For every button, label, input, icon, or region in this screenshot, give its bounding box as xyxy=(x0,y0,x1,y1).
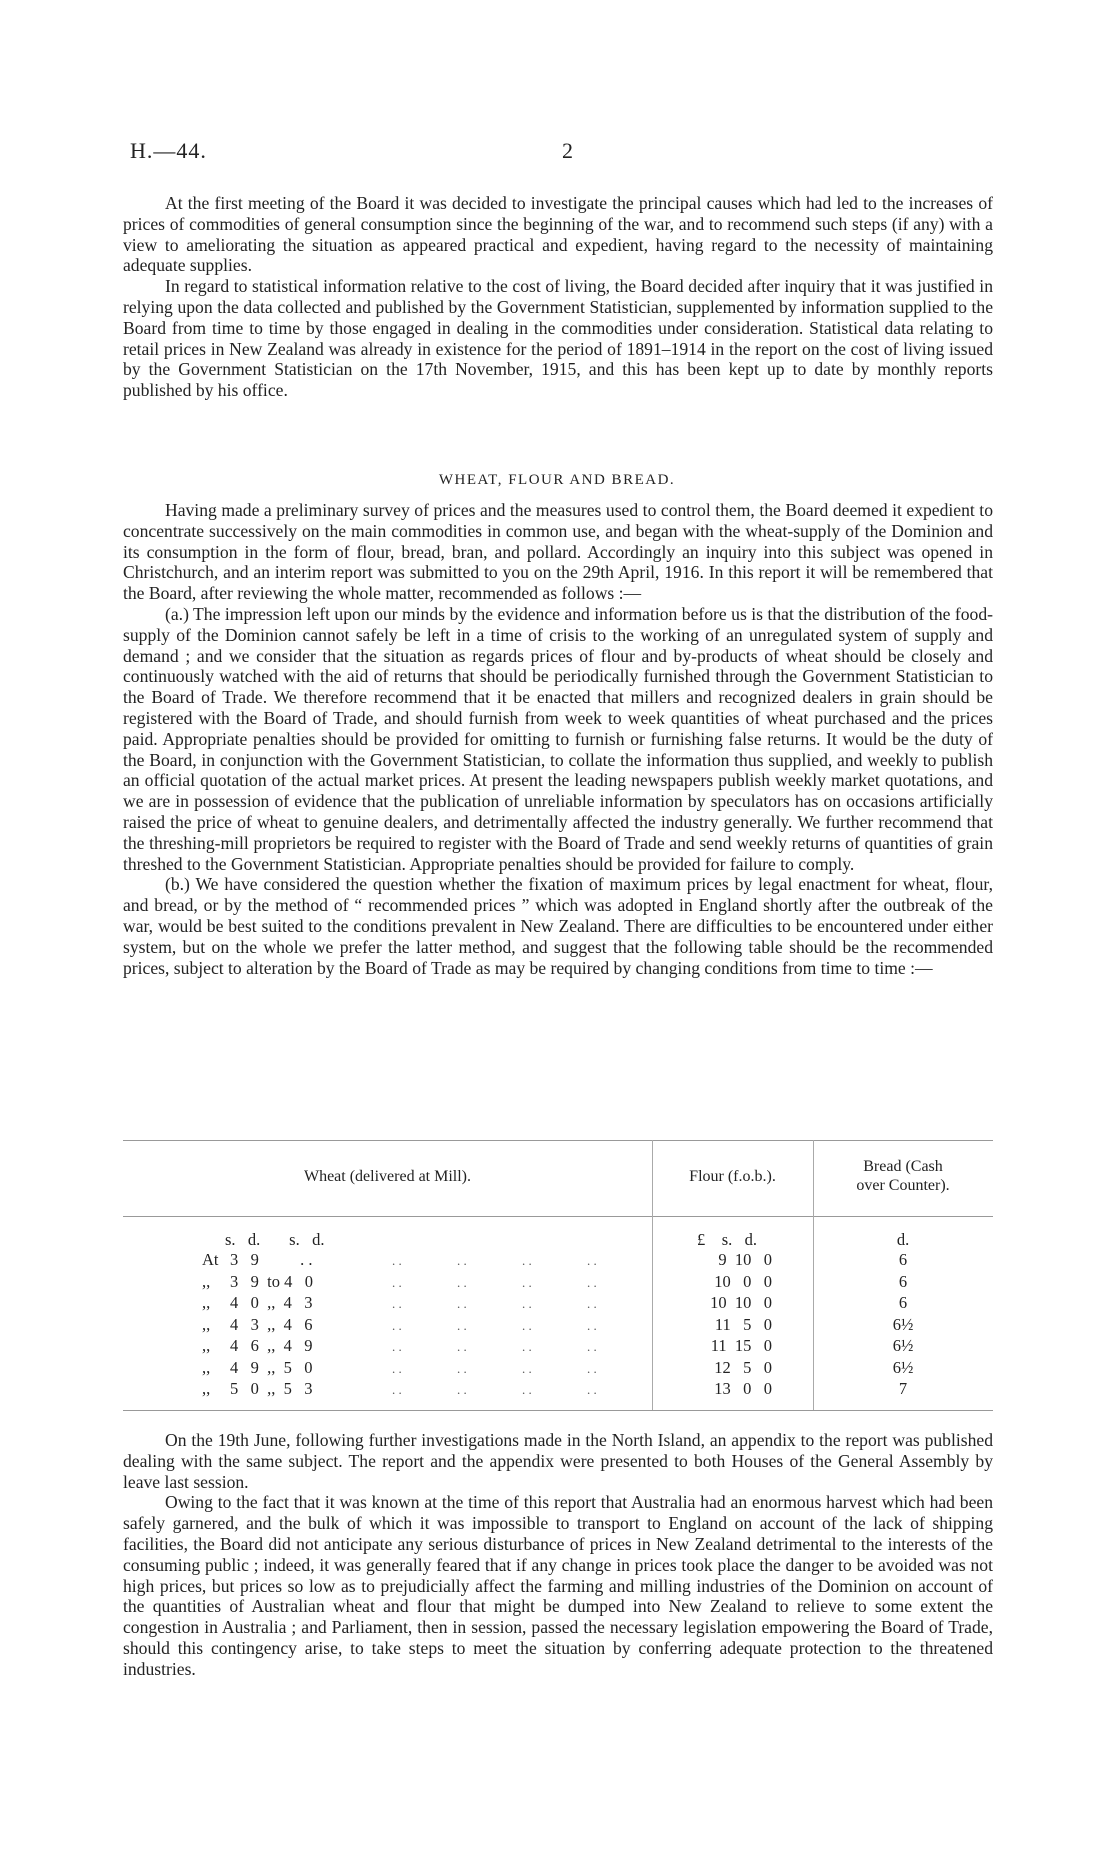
flour-price: 11 15 0 xyxy=(710,1336,772,1355)
row-prefix: ,, xyxy=(202,1271,211,1291)
wheat-price-range: 3 9 to 4 0 xyxy=(230,1271,313,1291)
flour-price: 9 10 0 xyxy=(718,1250,772,1269)
document-reference: H.—44. xyxy=(130,138,207,163)
flour-price: 10 10 0 xyxy=(710,1293,772,1312)
wheat-price-range: 4 0 ,, 4 3 xyxy=(230,1293,313,1312)
row-prefix: ,, xyxy=(202,1336,211,1355)
paragraph: At the first meeting of the Board it was decided to investigate the principal causes which had led to the increases of prices of commodities of general consumption since the beginning of the war, and to recommend such steps (if any) with a view to ameliorating the situation as appeared practical and expedient, having regard to the necessity of maintaining adequate supplies. xyxy=(123,193,993,276)
table-bottom-rule xyxy=(123,1410,993,1411)
leader-dots: . . . . . . . . xyxy=(392,1296,597,1311)
wheat-price-range: 4 9 ,, 5 0 xyxy=(230,1357,313,1377)
table-header-rule xyxy=(123,1216,993,1217)
bread-column-header xyxy=(813,1157,993,1195)
bread-price: 6 xyxy=(898,1271,908,1291)
paragraph: Having made a preliminary survey of prices and the measures used to control them, the Board deemed it expedient to concentrate successively on the main commodities in common use, and began with the wheat-supply of the Dominion and its consumption in the form of flour, bread, bran, and pollard. Accordingly an inquiry into this subject was opened in Christchurch, and an interim report was submitted to you on the 29th April, 1916. In this report it will be remembered that the Board, after reviewing the whole matter, recommended as follows :— xyxy=(123,500,993,604)
page-number: 2 xyxy=(562,138,573,163)
wheat-price-range: 5 0 ,, 5 3 xyxy=(230,1379,313,1398)
paragraph: (b.) We have considered the question whether the fixation of maximum prices by legal enactment for wheat, flour, and bread, or by the method of “ recommended prices ” which was adopted in England shortly after the outbreak of the war, would be best suited to the conditions prevalent in New Zealand. There are difficulties to be encountered under either system, but on the whole we prefer the latter method, and suggest that the following table should be the recommended prices, subject to alteration by the Board of Trade as may be required by changing conditions from time to time :— xyxy=(123,874,993,978)
bread-header-line: over Counter). xyxy=(856,1177,950,1194)
wheat-price-range: 3 9 . . xyxy=(230,1250,313,1269)
flour-column-header: Flour (f.o.b.). xyxy=(689,1168,776,1185)
bread-price: 7 xyxy=(898,1379,908,1398)
leader-dots: . . . . . . . . xyxy=(392,1317,597,1333)
wheat-units: s. d. s. d. xyxy=(225,1230,325,1249)
row-prefix: ,, xyxy=(202,1314,211,1334)
flour-price: 10 0 0 xyxy=(714,1271,772,1291)
paragraph: In regard to statistical information relative to the cost of living, the Board decided after inquiry that it was justified in relying upon the data collected and published by the Government Statistician, supplemented by information supplied to the Board from time to time by those engaged in dealing in the commodities under consideration. Statistical data relating to retail prices in New Zealand was already in existence for the period of 1891–1914 in the report on the cost of living issued by the Government Statistician on the 17th November, 1915, and this has been kept up to date by monthly reports published by his office. xyxy=(123,276,993,401)
row-prefix: ,, xyxy=(202,1379,211,1398)
flour-price: 13 0 0 xyxy=(714,1379,772,1398)
paragraph: Owing to the fact that it was known at the time of this report that Australia had an enormous harvest which had been safely garnered, and the bulk of which it was impossible to transport to England on account of the lack of shipping facilities, the Board did not anticipate any serious disturbance of prices in New Zealand detrimental to the interests of the consuming public ; indeed, it was generally feared that if any change in prices took place the danger to be avoided was not high prices, but prices so low as to prejudicially affect the farming and milling industries of the Dominion on account of the quantities of Australian wheat and flour that might be dumped into New Zealand to relieve to some extent the congestion in Australia ; and Parliament, then in session, passed the necessary legislation empowering the Board of Trade, should this contingency arise, to take steps to meet the situation by conferring adequate protection to the threatened industries. xyxy=(123,1492,993,1679)
leader-dots: . . . . . . . . xyxy=(392,1274,597,1290)
bread-price: 6½ xyxy=(892,1314,914,1334)
section-heading: WHEAT, FLOUR AND BREAD. xyxy=(438,472,676,488)
row-prefix: ,, xyxy=(202,1357,211,1377)
row-prefix: At xyxy=(202,1250,219,1269)
wheat-column-header: Wheat (delivered at Mill). xyxy=(303,1168,472,1185)
bread-header-line: Bread (Cash xyxy=(863,1158,943,1175)
bread-price: 6½ xyxy=(892,1336,914,1355)
bread-price: 6½ xyxy=(892,1357,914,1377)
wheat-price-range: 4 6 ,, 4 9 xyxy=(230,1336,313,1355)
closing-section xyxy=(123,1430,993,1680)
leader-dots: . . . . . . . . xyxy=(392,1339,597,1354)
leader-dots: . . . . . . . . xyxy=(392,1253,597,1268)
wheat-section xyxy=(123,500,993,978)
bread-price: 6 xyxy=(898,1293,908,1312)
leader-dots: . . . . . . . . xyxy=(392,1382,597,1397)
bread-price: 6 xyxy=(898,1250,908,1269)
flour-units: £ s. d. xyxy=(697,1230,758,1249)
flour-price: 12 5 0 xyxy=(714,1357,772,1377)
flour-price: 11 5 0 xyxy=(714,1314,772,1334)
paragraph: (a.) The impression left upon our minds by the evidence and information before us is that the distribution of the food-supply of the Dominion cannot safely be left in a time of crisis to the working of an unregulated system of supply and demand ; and we consider that the situation as regards prices of flour and by-products of wheat should be closely and continuously watched with the aid of returns that should be periodically furnished through the Government Statistician to the Board of Trade. We therefore recommend that it be enacted that millers and recognized dealers in grain should be registered with the Board of Trade, and should furnish from week to week quantities of wheat purchased and the prices paid. Appropriate penalties should be provided for omitting to furnish or furnishing false returns. It would be the duty of the Board, in conjunction with the Government Statistician, to collate the information thus supplied, and weekly to publish an official quotation of the actual market prices. At present the leading newspapers publish weekly market quotations, and we are in possession of evidence that the publication of unreliable information by speculators has on occasions artificially raised the price of wheat to genuine dealers, and detrimentally affected the industry generally. We further recommend that the threshing-mill proprietors be required to register with the Board of Trade and send weekly returns of quantities of grain threshed to the Government Statistician. Appropriate penalties should be provided for failure to comply. xyxy=(123,603,993,874)
paragraph: On the 19th June, following further investigations made in the North Island, an appendix to the report was published dealing with the same subject. The report and the appendix were presented to both Houses of the General Assembly by leave last session. xyxy=(123,1430,993,1492)
wheat-price-range: 4 3 ,, 4 6 xyxy=(230,1314,313,1334)
bread-units: d. xyxy=(896,1230,910,1249)
intro-section xyxy=(123,193,993,401)
row-prefix: ,, xyxy=(202,1293,211,1312)
leader-dots: . . . . . . . . xyxy=(392,1360,597,1376)
table-top-rule xyxy=(123,1140,993,1141)
